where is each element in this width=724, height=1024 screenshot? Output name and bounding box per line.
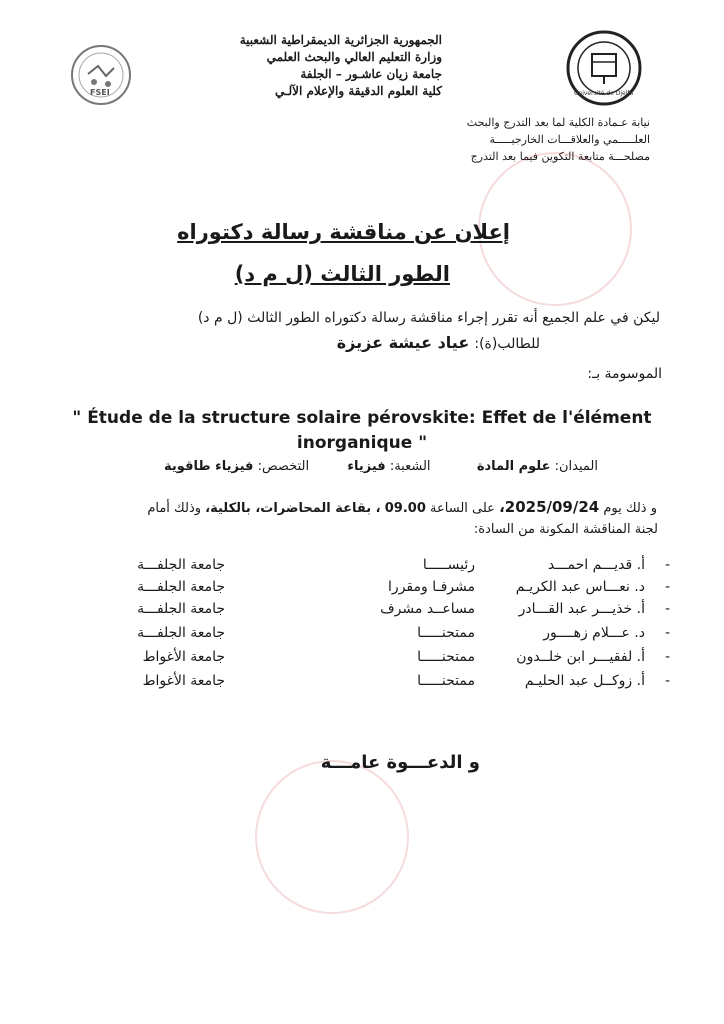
- student-name: عياد عيشة عزيزة: [336, 333, 470, 352]
- committee-row: - أ. خذيـــر عبد القـــادر مساعــد مشرف جامعة الجلفـــة: [137, 601, 670, 617]
- member-university: جامعة الجلفـــة: [137, 579, 225, 595]
- defense-venue: ، بقاعة المحاضرات، بالكلية،: [205, 501, 381, 516]
- member-university: جامعة الجلفـــة: [137, 557, 225, 573]
- university-logo: [566, 30, 642, 106]
- committee-row: - أ. زوكــل عبد الحليـم ممتحنـــــا جامعة الأغواط: [142, 673, 670, 689]
- vice-dean-line: العلـــــمي والعلاقـــات الخارجيـــــة: [489, 133, 650, 146]
- branch-label: الشعبة:: [389, 459, 431, 474]
- member-university: جامعة الجلفـــة: [137, 601, 225, 617]
- member-university: جامعة الجلفـــة: [137, 625, 225, 641]
- member-university: جامعة الأغواط: [142, 673, 225, 689]
- specialty-label: التخصص:: [257, 459, 310, 474]
- committee-row: - د. عـــلام زهــــور ممتحنـــــا جامعة الجلفـــة: [137, 625, 670, 641]
- member-name: أ. زوكــل عبد الحليـم: [524, 673, 645, 689]
- thesis-title: " Étude de la structure solaire pérovskite: Effet de l'élément inorganique ": [72, 408, 652, 453]
- member-university: جامعة الأغواط: [142, 649, 225, 665]
- committee-row: - أ. قديـــم احمـــد رئيســـــا جامعة الجلفـــة: [137, 557, 670, 573]
- member-role: ممتحنـــــا: [417, 673, 475, 689]
- closing-text: و الدعـــوة عامـــة: [320, 752, 480, 773]
- vice-dean-line: نيابة عـمادة الكلية لما بعد التدرج والبحث: [466, 116, 650, 129]
- domain-value: علوم المادة: [476, 459, 551, 474]
- announcement-subtitle: الطور الثالث (ل م د): [234, 262, 450, 286]
- member-role: ممتحنـــــا: [417, 625, 475, 641]
- defense-time: 09.00: [384, 501, 426, 516]
- member-name: أ. قديـــم احمـــد: [547, 557, 645, 573]
- titled-label: الموسومة بـ:: [587, 366, 662, 382]
- ministry-line: جامعة زيان عاشـور – الجلفة: [300, 67, 442, 81]
- domain-label: الميدان:: [554, 459, 598, 474]
- domain-line: [150, 459, 598, 474]
- member-role: مساعــد مشرف: [380, 601, 475, 617]
- ministry-line: وزارة التعليم العالي والبحث العلمي: [266, 50, 442, 64]
- date-prefix: و ذلك يوم: [603, 501, 657, 516]
- student-line: [240, 333, 540, 352]
- committee-row: - أ. لفقيـــر ابن خلــدون ممتحنـــــا جامعة الأغواط: [142, 649, 670, 665]
- faculty-logo-text: FSEI: [90, 88, 110, 97]
- committee-intro: لجنة المناقشة المكونة من السادة:: [473, 522, 658, 537]
- defense-date: 2025/09/24،: [499, 498, 600, 516]
- member-name: أ. خذيـــر عبد القـــادر: [518, 601, 645, 617]
- branch-value: فيزياء: [347, 459, 386, 474]
- committee-row: - د. نعـــاس عبد الكريـم مشرفـا ومقررا جامعة الجلفـــة: [137, 579, 670, 595]
- member-role: ممتحنـــــا: [417, 649, 475, 665]
- member-role: مشرفـا ومقررا: [388, 579, 475, 595]
- member-name: د. عـــلام زهــــور: [543, 625, 645, 641]
- specialty-value: فيزياء طاقوية: [164, 459, 254, 474]
- time-prefix: على الساعة: [430, 501, 495, 516]
- student-label: للطالب(ة):: [474, 336, 540, 352]
- faculty-logo: [70, 44, 132, 106]
- date-line: [75, 498, 657, 516]
- member-name: أ. لفقيـــر ابن خلــدون: [516, 649, 645, 665]
- member-name: د. نعـــاس عبد الكريـم: [515, 579, 645, 595]
- ministry-header: [230, 32, 442, 100]
- intro-text: ليكن في علم الجميع أنه تقرر إجراء مناقشة رسالة دكتوراه الطور الثالث (ل م د): [197, 310, 660, 326]
- vice-dean-line: مصلحـــة متابعة التكوين فيما بعد التدرج: [470, 150, 650, 163]
- ministry-line: كلية العلوم الدقيقة والإعلام الآلـي: [274, 84, 442, 98]
- university-logo-text: Université de Djelfa: [574, 90, 634, 97]
- stamp-seal: [255, 760, 409, 914]
- member-role: رئيســـــا: [422, 557, 475, 573]
- ministry-line: الجمهورية الجزائرية الديمقراطية الشعبية: [239, 33, 442, 47]
- before-text: وذلك أمام: [147, 501, 202, 516]
- announcement-title: إعلان عن مناقشة رسالة دكتوراه: [177, 220, 510, 244]
